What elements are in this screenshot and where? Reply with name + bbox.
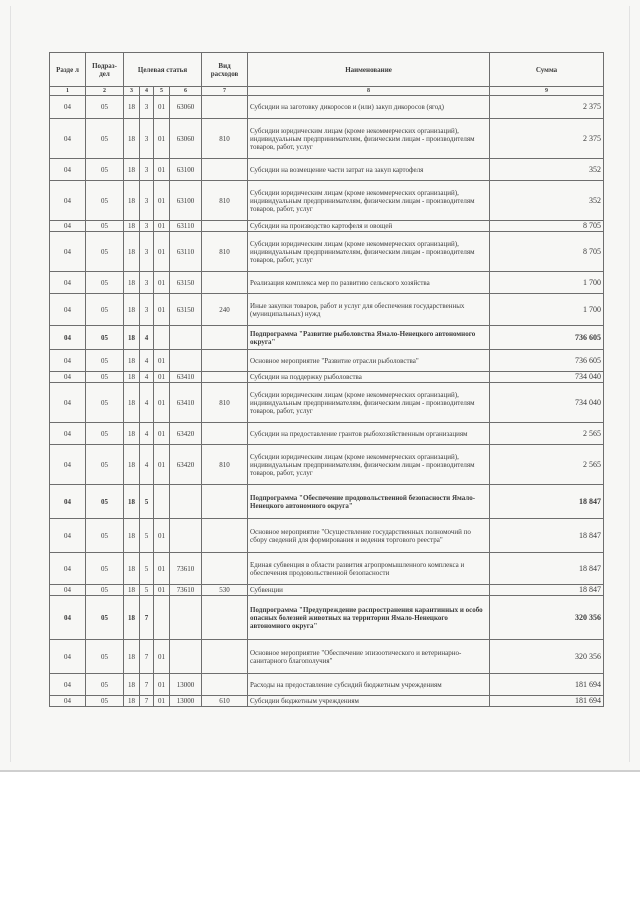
cell-name: Основное мероприятие "Осуществление государственных полномочий по сбору сведений для формирования и ведения торгового реестра" <box>248 519 490 553</box>
cell-name: Субсидии на производство картофеля и овощей <box>248 221 490 232</box>
table-row <box>50 640 604 674</box>
cell-razdel: 04 <box>50 553 86 585</box>
cell-podrazdel: 05 <box>86 423 124 445</box>
cell-event: 01 <box>154 272 170 294</box>
table-row <box>50 181 604 221</box>
cell-direction: 63110 <box>170 221 202 232</box>
col-number: 5 <box>154 87 170 96</box>
cell-vid-rashodov <box>202 96 248 119</box>
cell-sum: 2 565 <box>490 445 604 485</box>
cell-direction: 13000 <box>170 696 202 707</box>
cell-vid-rashodov <box>202 674 248 696</box>
cell-direction <box>170 519 202 553</box>
header-razdel: Разде л <box>50 53 86 87</box>
cell-direction: 63060 <box>170 96 202 119</box>
cell-name: Подпрограмма "Предупреждение распространения карантинных и особо опасных болезней животных на территории Ямало-Ненецкого автономного округа" <box>248 596 490 640</box>
table-row <box>50 119 604 159</box>
cell-event: 01 <box>154 519 170 553</box>
table-row <box>50 232 604 272</box>
cell-name: Иные закупки товаров, работ и услуг для обеспечения государственных (муниципальных) нужд <box>248 294 490 326</box>
cell-podrazdel: 05 <box>86 326 124 350</box>
cell-vid-rashodov: 610 <box>202 696 248 707</box>
cell-name: Субсидии бюджетным учреждениям <box>248 696 490 707</box>
cell-program: 18 <box>124 350 140 372</box>
cell-razdel: 04 <box>50 696 86 707</box>
cell-razdel: 04 <box>50 585 86 596</box>
cell-subprogram: 5 <box>140 519 154 553</box>
cell-vid-rashodov: 240 <box>202 294 248 326</box>
cell-sum: 352 <box>490 159 604 181</box>
cell-sum: 736 605 <box>490 350 604 372</box>
table-row <box>50 696 604 707</box>
cell-name: Субсидии на поддержку рыболовства <box>248 372 490 383</box>
col-number: 8 <box>248 87 490 96</box>
cell-program: 18 <box>124 119 140 159</box>
cell-direction: 73610 <box>170 553 202 585</box>
cell-vid-rashodov <box>202 423 248 445</box>
cell-subprogram: 4 <box>140 383 154 423</box>
table-row <box>50 96 604 119</box>
cell-direction: 63420 <box>170 423 202 445</box>
cell-podrazdel: 05 <box>86 232 124 272</box>
cell-program: 18 <box>124 519 140 553</box>
cell-name: Субсидии юридическим лицам (кроме некоммерческих организаций), индивидуальным предпринимателям, физическим лицам - производителям товаров, работ, услуг <box>248 232 490 272</box>
cell-subprogram: 3 <box>140 232 154 272</box>
table-row <box>50 585 604 596</box>
cell-podrazdel: 05 <box>86 159 124 181</box>
cell-direction: 63150 <box>170 272 202 294</box>
col-number: 6 <box>170 87 202 96</box>
header-podrazdel: Подраз- дел <box>86 53 124 87</box>
cell-event: 01 <box>154 294 170 326</box>
cell-direction: 63410 <box>170 383 202 423</box>
cell-podrazdel: 05 <box>86 181 124 221</box>
cell-name: Субсидии на возмещение части затрат на закуп картофеля <box>248 159 490 181</box>
cell-direction: 63410 <box>170 372 202 383</box>
cell-podrazdel: 05 <box>86 696 124 707</box>
cell-podrazdel: 05 <box>86 585 124 596</box>
cell-event: 01 <box>154 221 170 232</box>
cell-direction: 63100 <box>170 181 202 221</box>
cell-direction <box>170 596 202 640</box>
cell-event: 01 <box>154 383 170 423</box>
cell-razdel: 04 <box>50 445 86 485</box>
cell-name: Основное мероприятие "Обеспечение эпизоотического и ветеринарно-санитарного благополучия" <box>248 640 490 674</box>
cell-podrazdel: 05 <box>86 119 124 159</box>
table-row <box>50 221 604 232</box>
cell-razdel: 04 <box>50 272 86 294</box>
header-celevaya-statya: Целевая статья <box>124 53 202 87</box>
cell-sum: 181 694 <box>490 674 604 696</box>
cell-razdel: 04 <box>50 372 86 383</box>
cell-podrazdel: 05 <box>86 445 124 485</box>
cell-razdel: 04 <box>50 294 86 326</box>
cell-event: 01 <box>154 585 170 596</box>
cell-program: 18 <box>124 553 140 585</box>
cell-event: 01 <box>154 350 170 372</box>
table-row <box>50 519 604 553</box>
cell-vid-rashodov: 810 <box>202 383 248 423</box>
cell-podrazdel: 05 <box>86 272 124 294</box>
cell-razdel: 04 <box>50 640 86 674</box>
cell-sum: 181 694 <box>490 696 604 707</box>
cell-sum: 18 847 <box>490 585 604 596</box>
cell-vid-rashodov <box>202 553 248 585</box>
cell-subprogram: 3 <box>140 96 154 119</box>
header-vid-rashodov: Вид расходов <box>202 53 248 87</box>
cell-subprogram: 7 <box>140 640 154 674</box>
table-row <box>50 553 604 585</box>
cell-sum: 1 700 <box>490 294 604 326</box>
cell-razdel: 04 <box>50 596 86 640</box>
cell-direction <box>170 485 202 519</box>
cell-program: 18 <box>124 221 140 232</box>
cell-subprogram: 4 <box>140 423 154 445</box>
cell-razdel: 04 <box>50 119 86 159</box>
table-row <box>50 596 604 640</box>
cell-razdel: 04 <box>50 674 86 696</box>
cell-event <box>154 326 170 350</box>
cell-podrazdel: 05 <box>86 383 124 423</box>
cell-event: 01 <box>154 159 170 181</box>
cell-name: Подпрограмма "Развитие рыболовства Ямало-Ненецкого автономного округа" <box>248 326 490 350</box>
cell-event: 01 <box>154 696 170 707</box>
cell-program: 18 <box>124 372 140 383</box>
cell-name: Субвенции <box>248 585 490 596</box>
cell-program: 18 <box>124 326 140 350</box>
cell-program: 18 <box>124 294 140 326</box>
cell-program: 18 <box>124 181 140 221</box>
cell-name: Субсидии на предоставление грантов рыбохозяйственным организациям <box>248 423 490 445</box>
cell-direction: 63420 <box>170 445 202 485</box>
table-row <box>50 294 604 326</box>
cell-direction <box>170 350 202 372</box>
cell-subprogram: 5 <box>140 585 154 596</box>
cell-program: 18 <box>124 159 140 181</box>
table-row <box>50 485 604 519</box>
cell-razdel: 04 <box>50 96 86 119</box>
cell-program: 18 <box>124 272 140 294</box>
cell-vid-rashodov <box>202 326 248 350</box>
cell-podrazdel: 05 <box>86 372 124 383</box>
cell-direction: 63110 <box>170 232 202 272</box>
cell-program: 18 <box>124 674 140 696</box>
cell-program: 18 <box>124 423 140 445</box>
cell-direction: 73610 <box>170 585 202 596</box>
table-row <box>50 372 604 383</box>
table-row <box>50 272 604 294</box>
cell-subprogram: 3 <box>140 181 154 221</box>
cell-podrazdel: 05 <box>86 674 124 696</box>
cell-podrazdel: 05 <box>86 96 124 119</box>
cell-vid-rashodov: 810 <box>202 181 248 221</box>
column-number-row <box>50 87 604 96</box>
cell-subprogram: 4 <box>140 445 154 485</box>
cell-sum: 352 <box>490 181 604 221</box>
cell-program: 18 <box>124 96 140 119</box>
cell-subprogram: 5 <box>140 553 154 585</box>
cell-event: 01 <box>154 553 170 585</box>
cell-event: 01 <box>154 96 170 119</box>
cell-vid-rashodov <box>202 350 248 372</box>
cell-podrazdel: 05 <box>86 553 124 585</box>
cell-razdel: 04 <box>50 159 86 181</box>
cell-vid-rashodov <box>202 596 248 640</box>
cell-sum: 18 847 <box>490 485 604 519</box>
cell-event: 01 <box>154 181 170 221</box>
cell-vid-rashodov: 810 <box>202 119 248 159</box>
cell-vid-rashodov <box>202 272 248 294</box>
cell-name: Субсидии юридическим лицам (кроме некоммерческих организаций), индивидуальным предпринимателям, физическим лицам - производителям товаров, работ, услуг <box>248 445 490 485</box>
cell-direction <box>170 640 202 674</box>
cell-direction: 63060 <box>170 119 202 159</box>
cell-name: Субсидии юридическим лицам (кроме некоммерческих организаций), индивидуальным предпринимателям, физическим лицам - производителям товаров, работ, услуг <box>248 383 490 423</box>
cell-name: Подпрограмма "Обеспечение продовольственной безопасности Ямало-Ненецкого автономного округа" <box>248 485 490 519</box>
table-row <box>50 350 604 372</box>
cell-razdel: 04 <box>50 485 86 519</box>
cell-sum: 734 040 <box>490 383 604 423</box>
cell-podrazdel: 05 <box>86 221 124 232</box>
cell-vid-rashodov <box>202 221 248 232</box>
cell-name: Основное мероприятие "Развитие отрасли рыболовства" <box>248 350 490 372</box>
cell-vid-rashodov <box>202 519 248 553</box>
header-row <box>50 53 604 87</box>
cell-vid-rashodov: 810 <box>202 232 248 272</box>
cell-subprogram: 7 <box>140 674 154 696</box>
cell-podrazdel: 05 <box>86 350 124 372</box>
cell-razdel: 04 <box>50 326 86 350</box>
cell-subprogram: 3 <box>140 159 154 181</box>
cell-subprogram: 4 <box>140 372 154 383</box>
table-row <box>50 159 604 181</box>
cell-sum: 8 705 <box>490 232 604 272</box>
cell-sum: 320 356 <box>490 596 604 640</box>
cell-subprogram: 7 <box>140 696 154 707</box>
cell-sum: 320 356 <box>490 640 604 674</box>
cell-subprogram: 3 <box>140 294 154 326</box>
cell-program: 18 <box>124 640 140 674</box>
cell-sum: 18 847 <box>490 519 604 553</box>
cell-program: 18 <box>124 232 140 272</box>
cell-program: 18 <box>124 383 140 423</box>
cell-subprogram: 4 <box>140 350 154 372</box>
cell-podrazdel: 05 <box>86 640 124 674</box>
cell-name: Субсидии юридическим лицам (кроме некоммерческих организаций), индивидуальным предпринимателям, физическим лицам - производителям товаров, работ, услуг <box>248 119 490 159</box>
cell-vid-rashodov <box>202 372 248 383</box>
cell-direction <box>170 326 202 350</box>
cell-vid-rashodov <box>202 640 248 674</box>
cell-event: 01 <box>154 640 170 674</box>
cell-sum: 736 605 <box>490 326 604 350</box>
cell-podrazdel: 05 <box>86 294 124 326</box>
cell-subprogram: 5 <box>140 485 154 519</box>
cell-razdel: 04 <box>50 181 86 221</box>
cell-program: 18 <box>124 445 140 485</box>
cell-subprogram: 3 <box>140 221 154 232</box>
header-naimenovanie: Наименование <box>248 53 490 87</box>
cell-vid-rashodov <box>202 485 248 519</box>
cell-name: Единая субвенция в области развития агропромышленного комплекса и обеспечения продовольственной безопасности <box>248 553 490 585</box>
cell-event: 01 <box>154 232 170 272</box>
cell-direction: 63100 <box>170 159 202 181</box>
cell-program: 18 <box>124 596 140 640</box>
cell-sum: 734 040 <box>490 372 604 383</box>
cell-podrazdel: 05 <box>86 519 124 553</box>
col-number: 7 <box>202 87 248 96</box>
cell-event <box>154 596 170 640</box>
cell-razdel: 04 <box>50 423 86 445</box>
table-row <box>50 674 604 696</box>
cell-direction: 63150 <box>170 294 202 326</box>
cell-program: 18 <box>124 485 140 519</box>
cell-event: 01 <box>154 674 170 696</box>
col-number: 1 <box>50 87 86 96</box>
cell-sum: 2 565 <box>490 423 604 445</box>
cell-name: Расходы на предоставление субсидий бюджетным учреждениям <box>248 674 490 696</box>
cell-sum: 2 375 <box>490 96 604 119</box>
cell-program: 18 <box>124 696 140 707</box>
cell-razdel: 04 <box>50 221 86 232</box>
cell-podrazdel: 05 <box>86 485 124 519</box>
cell-subprogram: 3 <box>140 119 154 159</box>
cell-vid-rashodov: 530 <box>202 585 248 596</box>
col-number: 2 <box>86 87 124 96</box>
table-row <box>50 445 604 485</box>
cell-sum: 2 375 <box>490 119 604 159</box>
cell-event: 01 <box>154 423 170 445</box>
cell-razdel: 04 <box>50 383 86 423</box>
cell-name: Субсидии юридическим лицам (кроме некоммерческих организаций), индивидуальным предпринимателям, физическим лицам - производителям товаров, работ, услуг <box>248 181 490 221</box>
cell-name: Реализация комплекса мер по развитию сельского хозяйства <box>248 272 490 294</box>
cell-event <box>154 485 170 519</box>
cell-event: 01 <box>154 445 170 485</box>
table-row <box>50 326 604 350</box>
cell-event: 01 <box>154 119 170 159</box>
col-number: 4 <box>140 87 154 96</box>
cell-sum: 18 847 <box>490 553 604 585</box>
cell-razdel: 04 <box>50 232 86 272</box>
budget-table <box>49 52 604 707</box>
cell-sum: 1 700 <box>490 272 604 294</box>
cell-razdel: 04 <box>50 350 86 372</box>
cell-subprogram: 4 <box>140 326 154 350</box>
cell-vid-rashodov <box>202 159 248 181</box>
col-number: 3 <box>124 87 140 96</box>
table-row <box>50 383 604 423</box>
cell-subprogram: 3 <box>140 272 154 294</box>
cell-razdel: 04 <box>50 519 86 553</box>
table-row <box>50 423 604 445</box>
cell-subprogram: 7 <box>140 596 154 640</box>
cell-podrazdel: 05 <box>86 596 124 640</box>
cell-program: 18 <box>124 585 140 596</box>
cell-event: 01 <box>154 372 170 383</box>
cell-direction: 13000 <box>170 674 202 696</box>
cell-sum: 8 705 <box>490 221 604 232</box>
header-summa: Сумма <box>490 53 604 87</box>
cell-vid-rashodov: 810 <box>202 445 248 485</box>
cell-name: Субсидии на заготовку дикоросов и (или) закуп дикоросов (ягод) <box>248 96 490 119</box>
col-number: 9 <box>490 87 604 96</box>
